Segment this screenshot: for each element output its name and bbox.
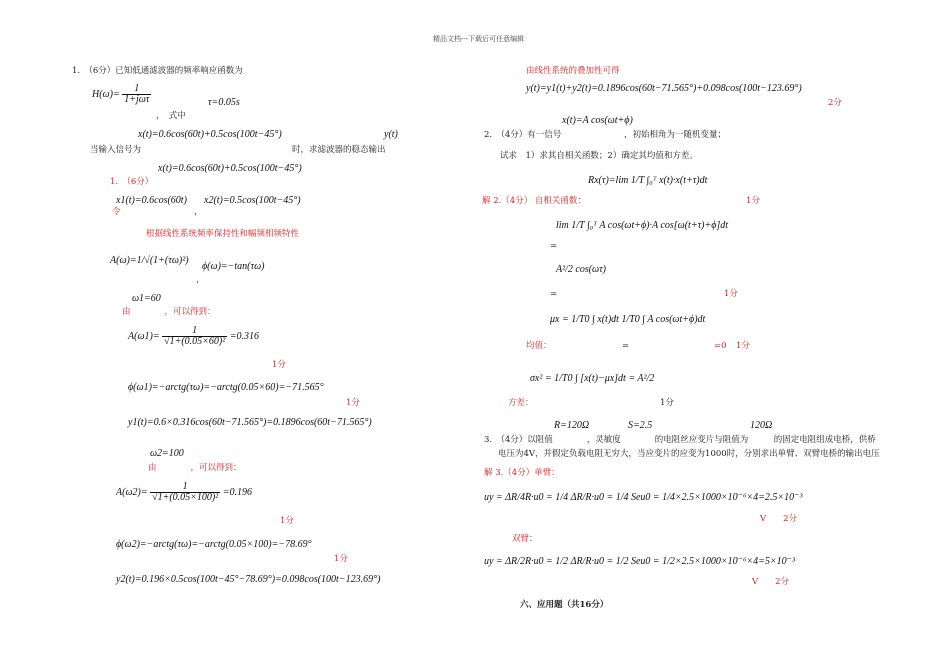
output-symbol: y(t) <box>384 129 398 140</box>
single-arm-equation: uy = ΔR/4R·u0 = 1/4 ΔR/R·u0 = 1/4 Seu0 = 1/4×2.5×1000×10⁻⁶×4=2.5×10⁻³ <box>484 492 803 503</box>
x2-equation: x2(t)=0.5cos(100t−45°) <box>204 195 301 206</box>
section-six-title: 六、应用题（共16分） <box>520 600 609 610</box>
limit-expression: lim 1/T ∫₀ᵀ A cos(ωt+ϕ)·A cos[ω(t+τ)+ϕ]dt <box>556 220 729 231</box>
amplitude-2 <box>116 482 252 503</box>
score-3: 1分 <box>280 516 294 526</box>
amp-lhs: A(ω)= <box>110 255 137 266</box>
a1-fraction <box>162 326 227 347</box>
y2-equation: y2(t)=0.196×0.5cos(100t−45°−78.69°)=0.098cos(100t−123.69°) <box>116 574 381 585</box>
score-r4: 1分 <box>736 341 750 351</box>
by-text-1: 由 ，可以得到： <box>122 307 216 317</box>
equals-2: = <box>550 289 558 299</box>
h-denominator: 1+jωτ <box>124 94 150 105</box>
mean-label: 均值： <box>526 341 552 351</box>
omega-1: ω1=60 <box>132 293 161 304</box>
answer-1-title: 1. （6分） <box>110 177 154 187</box>
a2-value: =0.196 <box>222 486 252 498</box>
transfer-function <box>92 84 151 105</box>
score-r3: 1分 <box>724 289 738 299</box>
score-2: 1分 <box>346 398 360 408</box>
y1-equation: y1(t)=0.6×0.316cos(60t−71.565°)=0.1896cos(60t−71.565°) <box>128 417 372 428</box>
superposition-text: 由线性系统的叠加性可得 <box>526 66 620 76</box>
equals-1: = <box>550 241 558 251</box>
input-equation: x(t)=0.6cos(60t)+0.5cos(100t−45°) <box>138 129 282 140</box>
amp-rhs: 1/√(1+(τω)²) <box>136 255 189 266</box>
question-2: 2. （4分）有一信号 <box>484 130 562 140</box>
equals-3: = <box>622 341 630 351</box>
question-2-b: ，初始相角为一随机变量； <box>624 130 727 140</box>
h-lhs: H(ω)= <box>92 88 120 100</box>
where-text: ， 式中 <box>156 111 186 121</box>
h-fraction <box>122 84 151 105</box>
mean-expression: μx = 1/T0 ∫ x(t)dt 1/T0 ∫ A cos(ωt+ϕ)dt <box>550 314 706 325</box>
autocorr-result: A²/2 cos(ωτ) <box>556 264 607 275</box>
a1-denominator: √1+(0.05×60)² <box>164 336 226 347</box>
question-3-b: 电压为4V，并假定负载电阻无穷大，当应变片的应变为1000时，分别求出单臂、双臂电桥的输出电压 <box>498 449 880 459</box>
a1-value: =0.316 <box>229 330 259 342</box>
find-output-text: 时，求滤波器的稳态输出 <box>292 145 386 155</box>
x1-equation: x1(t)=0.6cos(60t) <box>116 195 187 206</box>
when-input-text: 当输入信号为 <box>90 145 142 155</box>
amplitude-1 <box>128 326 259 347</box>
score-r2: 1分 <box>746 196 760 206</box>
score-r1: 2分 <box>828 98 842 108</box>
score-1: 1分 <box>272 360 286 370</box>
h-numerator: 1 <box>122 84 151 95</box>
zero-value: =0 <box>714 341 727 351</box>
question-1: 1. （6分）已知低通滤波器的频率响应函数为 <box>72 66 243 76</box>
a1-lhs: A(ω1)= <box>128 330 160 342</box>
omega-2: ω2=100 <box>150 448 184 459</box>
y-total-equation: y(t)=y1(t)+y2(t)=0.1896cos(60t−71.565°)+0.098cos(100t−123.69°) <box>526 83 802 94</box>
double-arm-equation: uy = ΔR/2R·u0 = 1/2 ΔR/R·u0 = 1/2 Seu0 = 1/2×2.5×1000×10⁻⁶×4=5×10⁻³ <box>484 556 795 567</box>
principle-text: 根据线性系统频率保持性和幅频相频特性 <box>146 229 300 239</box>
a2-lhs: A(ω2)= <box>116 486 148 498</box>
fixed-resistance-value: 120Ω <box>750 420 773 431</box>
question-2-c: 试求 1）求其自相关函数；2）确定其均值和方差。 <box>500 151 698 161</box>
resistance-value: R=120Ω <box>554 420 590 431</box>
tau-value: τ=0.05s <box>208 97 240 108</box>
autocorr-definition: Rx(τ)=lim 1/T ∫₀ᵀ x(t)·x(t+τ)dt <box>588 175 708 186</box>
phase-1: ϕ(ω1)=−arctg(τω)=−arctg(0.05×60)=−71.565° <box>128 382 324 393</box>
phase-function: ϕ(ω)=−tan(τω) <box>202 261 265 272</box>
signal-equation: x(t)=A cos(ωt+ϕ) <box>562 115 633 126</box>
comma-text: ， <box>194 207 203 217</box>
comma-text-2: ， <box>196 275 205 285</box>
solution-2-title: 解 2.（4分） 自相关函数： <box>482 196 586 206</box>
sensitivity-value: S=2.5 <box>628 420 653 431</box>
a1-numerator: 1 <box>162 326 227 337</box>
input-equation-2: x(t)=0.6cos(60t)+0.5cos(100t−45°) <box>158 163 302 174</box>
a2-fraction <box>150 482 220 503</box>
score-4: 1分 <box>334 554 348 564</box>
question-3: 3. （4分）以阻值 ，灵敏度 的电阻丝应变片与阻值为 的固定电阻组成电桥，供桥 <box>484 435 876 445</box>
a2-numerator: 1 <box>150 482 220 493</box>
page-header: 精品文档---下载后可任意编辑 <box>433 35 525 43</box>
let-text: 令 <box>112 207 121 217</box>
by-text-2: 由 ，可以得到： <box>148 463 242 473</box>
score-r6: V 2分 <box>760 514 798 524</box>
amplitude-function <box>110 256 189 266</box>
phase-2: ϕ(ω2)=−arctg(τω)=−arctg(0.05×100)=−78.69° <box>116 539 312 550</box>
double-arm-label: 双臂： <box>512 534 538 544</box>
variance-expression: σx² = 1/T0 ∫ [x(t)−μx]dt = A²/2 <box>530 373 655 384</box>
score-r5: 1分 <box>660 398 674 408</box>
a2-denominator: √1+(0.05×100)² <box>152 492 219 503</box>
score-r7: V 2分 <box>752 577 790 587</box>
variance-label: 方差： <box>508 398 534 408</box>
solution-3-title: 解 3.（4分）单臂： <box>484 468 560 478</box>
